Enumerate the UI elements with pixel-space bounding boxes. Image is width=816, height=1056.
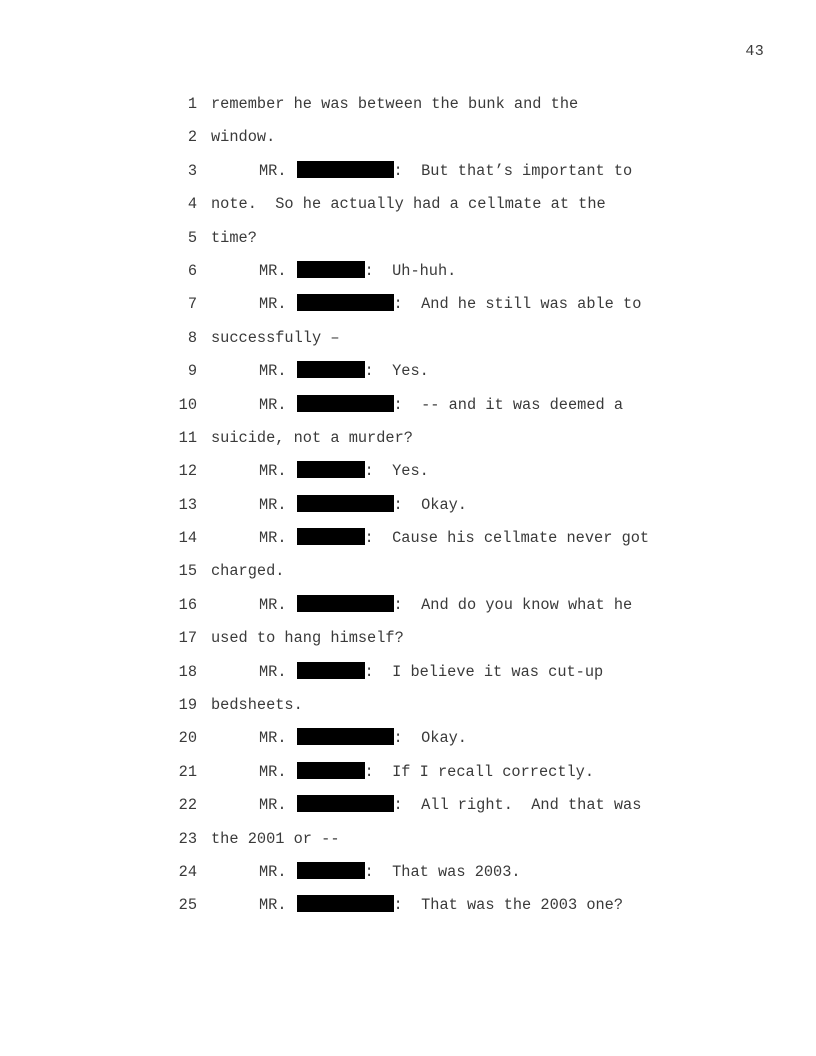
line-text: suicide, not a murder? — [211, 428, 413, 447]
speaker-title: MR. — [259, 529, 287, 548]
speech-text: : That was 2003. — [364, 862, 521, 881]
line-number: 4 — [187, 195, 197, 214]
redaction-bar — [297, 528, 365, 545]
line-text: bedsheets. — [211, 696, 303, 715]
line-number: 10 — [178, 395, 197, 414]
transcript-line — [0, 862, 816, 895]
line-number: 17 — [178, 629, 197, 648]
line-number: 9 — [187, 362, 197, 381]
transcript-line — [0, 194, 816, 227]
line-text: time? — [211, 228, 257, 247]
line-number: 24 — [178, 862, 197, 881]
transcript-line — [0, 495, 816, 528]
speaker-title: MR. — [259, 662, 287, 681]
redaction-bar — [297, 595, 394, 612]
redaction-bar — [297, 361, 365, 378]
line-number: 1 — [187, 95, 197, 113]
line-text: window. — [211, 128, 276, 147]
line-text: note. So he actually had a cellmate at the — [211, 195, 606, 214]
line-number: 13 — [178, 495, 197, 514]
redaction-bar — [297, 161, 394, 178]
transcript-line — [0, 829, 816, 862]
redaction-bar — [297, 762, 365, 779]
line-number: 3 — [187, 161, 197, 180]
line-number: 22 — [178, 796, 197, 815]
redaction-bar — [297, 495, 394, 512]
speaker-title: MR. — [259, 595, 287, 614]
speaker-title: MR. — [259, 796, 287, 815]
redaction-bar — [297, 261, 365, 278]
transcript-line — [0, 662, 816, 695]
line-number: 14 — [178, 529, 197, 548]
speaker-line — [259, 728, 467, 748]
line-text: remember he was between the bunk and the — [211, 95, 579, 113]
line-number: 7 — [187, 295, 197, 314]
redaction-bar — [297, 294, 394, 311]
speaker-title: MR. — [259, 495, 287, 514]
line-number: 18 — [178, 662, 197, 681]
line-number: 6 — [187, 261, 197, 280]
speaker-line — [259, 495, 467, 515]
line-number: 12 — [178, 462, 197, 481]
line-number: 25 — [178, 896, 197, 915]
speaker-title: MR. — [259, 462, 287, 481]
speaker-title: MR. — [259, 362, 287, 381]
line-number: 2 — [187, 128, 197, 147]
speaker-line — [259, 161, 632, 181]
speech-text: : Yes. — [364, 462, 429, 481]
speech-text: : Uh-huh. — [364, 261, 457, 280]
line-number: 16 — [178, 595, 197, 614]
redaction-bar — [297, 728, 394, 745]
speech-text: : And he still was able to — [393, 295, 642, 314]
redaction-bar — [297, 862, 365, 879]
transcript-line — [0, 294, 816, 327]
redaction-bar — [297, 895, 394, 912]
speaker-title: MR. — [259, 261, 287, 280]
transcript-line — [0, 528, 816, 561]
transcript-line — [0, 328, 816, 361]
line-number: 8 — [187, 328, 197, 347]
speaker-line — [259, 795, 641, 815]
transcript-line — [0, 895, 816, 928]
line-number: 20 — [178, 729, 197, 748]
speech-text: : If I recall correctly. — [364, 762, 595, 781]
line-text: the 2001 or -- — [211, 829, 340, 848]
transcript-line — [0, 127, 816, 160]
speech-text: : That was the 2003 one? — [393, 896, 624, 915]
line-text: used to hang himself? — [211, 629, 404, 648]
speaker-line — [259, 361, 429, 381]
speaker-line — [259, 662, 603, 682]
speaker-title: MR. — [259, 862, 287, 881]
page-number: 43 — [745, 43, 764, 60]
line-number: 23 — [178, 829, 197, 848]
transcript-line — [0, 428, 816, 461]
transcript-line — [0, 228, 816, 261]
speech-text: : -- and it was deemed a — [393, 395, 624, 414]
speaker-line — [259, 895, 623, 915]
speaker-title: MR. — [259, 395, 287, 414]
transcript-line — [0, 94, 816, 127]
redaction-bar — [297, 395, 394, 412]
transcript-line — [0, 361, 816, 394]
transcript-line — [0, 695, 816, 728]
speech-text: : But that’s important to — [393, 161, 633, 180]
line-number: 15 — [178, 562, 197, 581]
speech-text: : Okay. — [393, 495, 467, 514]
speech-text: : Cause his cellmate never got — [364, 529, 650, 548]
line-number: 11 — [178, 428, 197, 447]
transcript-line — [0, 395, 816, 428]
speaker-line — [259, 862, 521, 882]
speaker-line — [259, 595, 632, 615]
line-number: 19 — [178, 696, 197, 715]
transcript-line — [0, 461, 816, 494]
line-text: successfully – — [211, 328, 340, 347]
speaker-line — [259, 261, 456, 281]
speaker-title: MR. — [259, 762, 287, 781]
transcript-line — [0, 762, 816, 795]
speaker-title: MR. — [259, 896, 287, 915]
speech-text: : Okay. — [393, 729, 467, 748]
transcript-line — [0, 595, 816, 628]
line-number: 5 — [187, 228, 197, 247]
speaker-title: MR. — [259, 161, 287, 180]
transcript-line — [0, 628, 816, 661]
speech-text: : Yes. — [364, 362, 429, 381]
speech-text: : All right. And that was — [393, 796, 642, 815]
speaker-line — [259, 461, 429, 481]
transcript-line — [0, 561, 816, 594]
redaction-bar — [297, 662, 365, 679]
speech-text: : I believe it was cut-up — [364, 662, 604, 681]
redaction-bar — [297, 461, 365, 478]
transcript-line — [0, 161, 816, 194]
speaker-line — [259, 395, 623, 415]
speaker-title: MR. — [259, 295, 287, 314]
transcript-body — [0, 94, 816, 929]
speaker-line — [259, 294, 641, 314]
transcript-line — [0, 728, 816, 761]
line-text: charged. — [211, 562, 285, 581]
speaker-line — [259, 762, 594, 782]
speech-text: : And do you know what he — [393, 595, 633, 614]
speaker-title: MR. — [259, 729, 287, 748]
line-number: 21 — [178, 762, 197, 781]
speaker-line — [259, 528, 649, 548]
redaction-bar — [297, 795, 394, 812]
transcript-line — [0, 795, 816, 828]
transcript-line — [0, 261, 816, 294]
